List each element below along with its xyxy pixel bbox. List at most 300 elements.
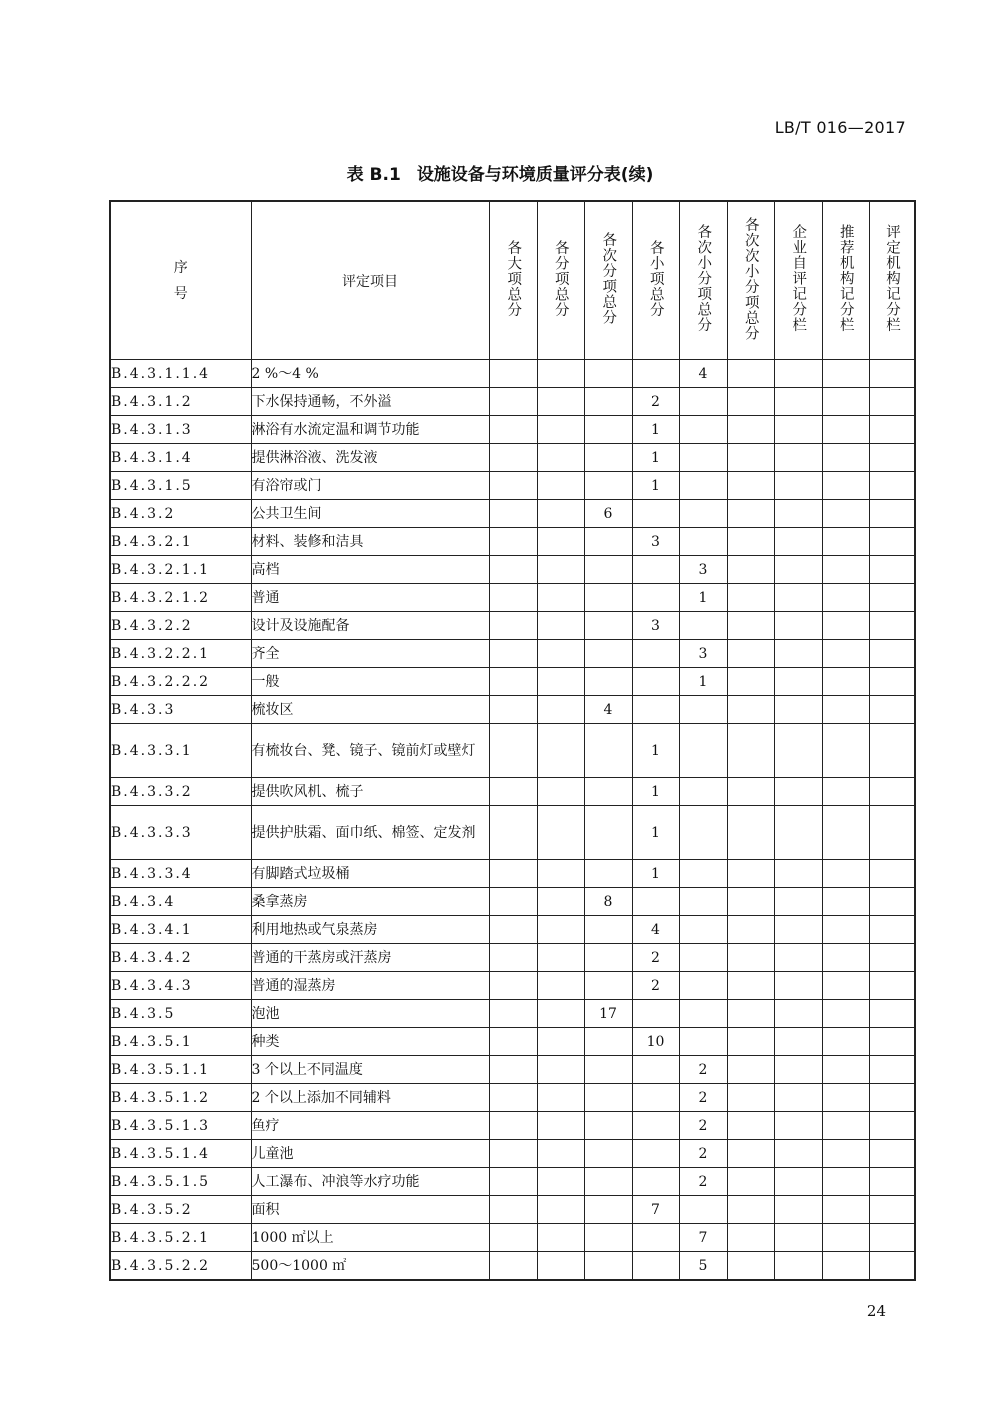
row-code: B.4.3.2 [110,500,251,528]
row-score-cell [774,696,822,724]
row-score-cell: 1 [632,416,679,444]
row-score-cell: 2 [679,1112,727,1140]
row-score-cell [774,416,822,444]
row-score-cell [727,556,774,584]
table-row [110,1140,915,1168]
row-score-cell: 1 [632,444,679,472]
row-score-cell [584,640,632,668]
row-score-cell [632,360,679,388]
row-score-cell [774,1112,822,1140]
row-score-cell: 1 [632,860,679,888]
row-score-cell [822,1028,869,1056]
row-item: 面积 [251,1196,489,1224]
row-score-cell [537,806,584,860]
header-seq-line-2: 号 [173,285,188,302]
header-major-total-label: 各大项总分 [505,239,522,318]
row-code: B.4.3.4 [110,888,251,916]
row-item: 利用地热或气泉蒸房 [251,916,489,944]
row-score-cell [774,640,822,668]
row-score-cell [727,528,774,556]
row-score-cell [822,584,869,612]
row-score-cell [679,724,727,778]
row-code: B.4.3.5.1.2 [110,1084,251,1112]
row-item: 500～1000 ㎡ [251,1252,489,1281]
header-seq [110,201,251,360]
row-score-cell [869,472,915,500]
row-score-cell [489,724,537,778]
row-item: 淋浴有水流定温和调节功能 [251,416,489,444]
row-code: B.4.3.4.2 [110,944,251,972]
table-row [110,1084,915,1112]
row-score-cell [679,806,727,860]
row-code: B.4.3.3.4 [110,860,251,888]
table-row [110,972,915,1000]
row-score-cell [869,1168,915,1196]
row-score-cell [584,1252,632,1281]
row-score-cell [727,916,774,944]
row-item: 有浴帘或门 [251,472,489,500]
row-score-cell [584,360,632,388]
row-item: 齐全 [251,640,489,668]
table-row [110,668,915,696]
row-score-cell [869,360,915,388]
row-score-cell [489,612,537,640]
row-score-cell [727,696,774,724]
row-score-cell: 2 [679,1140,727,1168]
row-item: 种类 [251,1028,489,1056]
row-score-cell [727,888,774,916]
header-minor-total [632,201,679,360]
row-score-cell [537,1196,584,1224]
row-score-cell [822,1224,869,1252]
row-score-cell [537,1112,584,1140]
row-score-cell [869,944,915,972]
row-score-cell [537,888,584,916]
row-score-cell [869,1252,915,1281]
row-score-cell: 8 [584,888,632,916]
row-score-cell [584,1056,632,1084]
header-sub-total-label: 各分项总分 [552,239,569,318]
row-score-cell [489,696,537,724]
header-seq-line-1: 序 [173,259,188,276]
row-item: 高档 [251,556,489,584]
row-score-cell [869,1000,915,1028]
row-score-cell [489,1168,537,1196]
scoring-table [109,200,916,1281]
table-row [110,944,915,972]
row-score-cell [822,1168,869,1196]
row-score-cell [774,1196,822,1224]
row-item: 普通 [251,584,489,612]
standard-code: LB/T 016—2017 [774,118,906,137]
row-score-cell [869,1112,915,1140]
row-score-cell [822,500,869,528]
row-score-cell [489,528,537,556]
table-title [0,160,1000,185]
table-row [110,388,915,416]
row-score-cell [727,1196,774,1224]
row-item: 鱼疗 [251,1112,489,1140]
row-score-cell [632,888,679,916]
row-score-cell [774,944,822,972]
table-row [110,472,915,500]
row-code: B.4.3.2.2.2 [110,668,251,696]
row-score-cell [822,696,869,724]
row-score-cell [822,528,869,556]
row-score-cell [679,500,727,528]
row-score-cell [584,612,632,640]
row-score-cell [679,416,727,444]
table-header [110,201,915,360]
table-row [110,528,915,556]
row-score-cell [584,916,632,944]
row-item: 提供吹风机、梳子 [251,778,489,806]
row-score-cell [537,360,584,388]
row-score-cell [869,916,915,944]
row-score-cell [869,1196,915,1224]
table-row [110,1224,915,1252]
row-score-cell [727,972,774,1000]
table-row [110,860,915,888]
row-item: 提供护肤霜、面巾纸、棉签、定发剂 [251,806,489,860]
row-code: B.4.3.3 [110,696,251,724]
row-score-cell [822,1056,869,1084]
row-score-cell [822,1252,869,1281]
row-score-cell [632,1056,679,1084]
header-self-assessment [774,201,822,360]
row-code: B.4.3.2.1.2 [110,584,251,612]
row-score-cell [632,1000,679,1028]
row-score-cell [537,612,584,640]
table-title-text: 设施设备与环境质量评分表(续) [416,165,654,185]
row-score-cell [489,1112,537,1140]
row-score-cell [679,972,727,1000]
row-code: B.4.3.5.2 [110,1196,251,1224]
row-score-cell: 3 [632,612,679,640]
row-score-cell [869,444,915,472]
row-score-cell [537,1056,584,1084]
row-score-cell [822,944,869,972]
header-rating-agency [869,201,915,360]
row-score-cell [727,1252,774,1281]
row-score-cell: 2 [679,1084,727,1112]
row-score-cell [822,778,869,806]
table-row [110,612,915,640]
header-major-total [489,201,537,360]
row-code: B.4.3.2.2 [110,612,251,640]
row-score-cell [537,1000,584,1028]
row-score-cell [537,388,584,416]
row-score-cell [727,472,774,500]
row-score-cell [489,1000,537,1028]
row-score-cell [584,668,632,696]
row-code: B.4.3.1.5 [110,472,251,500]
table-row [110,724,915,778]
row-score-cell [774,778,822,806]
row-item: 公共卫生间 [251,500,489,528]
row-score-cell [774,360,822,388]
row-score-cell [584,778,632,806]
row-score-cell [822,444,869,472]
row-score-cell [822,1196,869,1224]
row-score-cell [727,668,774,696]
row-score-cell [822,724,869,778]
row-score-cell [727,1140,774,1168]
row-score-cell [489,360,537,388]
row-score-cell [489,444,537,472]
row-score-cell [679,1196,727,1224]
row-score-cell [537,972,584,1000]
row-score-cell [774,668,822,696]
row-score-cell [679,528,727,556]
row-code: B.4.3.5.2.2 [110,1252,251,1281]
row-score-cell [537,1084,584,1112]
row-score-cell [537,1168,584,1196]
row-score-cell [679,944,727,972]
row-score-cell [679,696,727,724]
row-score-cell [584,584,632,612]
header-self-assessment-label: 企业自评记分栏 [790,224,807,333]
row-score-cell [727,444,774,472]
row-score-cell [822,860,869,888]
row-score-cell [537,944,584,972]
row-code: B.4.3.2.1.1 [110,556,251,584]
table-row [110,360,915,388]
row-score-cell: 2 [632,388,679,416]
row-score-cell [537,640,584,668]
row-score-cell [822,416,869,444]
row-score-cell [679,888,727,916]
row-score-cell [584,444,632,472]
row-score-cell [489,556,537,584]
row-score-cell [869,1084,915,1112]
row-score-cell [774,1028,822,1056]
row-item: 有脚踏式垃圾桶 [251,860,489,888]
row-score-cell [537,1252,584,1281]
row-score-cell [869,1056,915,1084]
row-score-cell [537,444,584,472]
row-code: B.4.3.1.3 [110,416,251,444]
row-score-cell [774,1224,822,1252]
row-score-cell [822,1084,869,1112]
row-score-cell [537,778,584,806]
row-score-cell [727,584,774,612]
row-score-cell [727,360,774,388]
row-score-cell [584,972,632,1000]
row-score-cell [822,388,869,416]
table-row [110,584,915,612]
row-score-cell [774,444,822,472]
row-score-cell [489,1028,537,1056]
row-score-cell [869,860,915,888]
row-score-cell [632,1112,679,1140]
row-score-cell [869,388,915,416]
row-score-cell [489,640,537,668]
row-item: 一般 [251,668,489,696]
row-score-cell [774,972,822,1000]
row-score-cell: 4 [584,696,632,724]
row-score-cell [489,778,537,806]
row-score-cell [727,388,774,416]
table-row [110,640,915,668]
row-score-cell [584,1084,632,1112]
row-item: 普通的干蒸房或汗蒸房 [251,944,489,972]
row-score-cell [489,1252,537,1281]
table-row [110,500,915,528]
row-score-cell [727,860,774,888]
row-item: 1000 ㎡以上 [251,1224,489,1252]
row-score-cell [584,556,632,584]
row-score-cell [584,1140,632,1168]
row-score-cell [632,584,679,612]
row-item: 人工瀑布、冲浪等水疗功能 [251,1168,489,1196]
table-row [110,1028,915,1056]
page-number: 24 [866,1302,886,1320]
row-item: 梳妆区 [251,696,489,724]
row-score-cell [584,528,632,556]
row-score-cell: 7 [679,1224,727,1252]
row-code: B.4.3.2.1 [110,528,251,556]
header-recommending-agency-label: 推荐机构记分栏 [837,224,854,333]
row-score-cell [489,500,537,528]
row-score-cell [727,724,774,778]
row-code: B.4.3.5.2.1 [110,1224,251,1252]
header-tertiary-minor-total [727,201,774,360]
row-score-cell [869,584,915,612]
header-sub-total [537,201,584,360]
row-score-cell [869,1224,915,1252]
row-score-cell [774,612,822,640]
row-score-cell [869,778,915,806]
row-score-cell [537,556,584,584]
table-body [110,360,915,1281]
row-score-cell [489,806,537,860]
header-secondary-minor-total [679,201,727,360]
row-score-cell [869,696,915,724]
row-score-cell: 3 [632,528,679,556]
row-score-cell: 1 [632,806,679,860]
row-score-cell [679,612,727,640]
row-score-cell: 3 [679,640,727,668]
row-score-cell [869,416,915,444]
row-score-cell [537,724,584,778]
header-secondary-sub-total [584,201,632,360]
row-score-cell [869,806,915,860]
row-score-cell [869,1028,915,1056]
row-score-cell [774,528,822,556]
row-score-cell [774,860,822,888]
row-item: 2 %～4 % [251,360,489,388]
row-score-cell: 10 [632,1028,679,1056]
table-row [110,1056,915,1084]
row-score-cell [727,1028,774,1056]
row-score-cell [822,668,869,696]
row-score-cell [537,416,584,444]
row-score-cell [822,612,869,640]
header-tertiary-minor-total-label: 各次次小分项总分 [742,216,759,341]
row-score-cell: 2 [632,972,679,1000]
row-score-cell [584,1028,632,1056]
table-row [110,556,915,584]
row-score-cell [489,1224,537,1252]
row-score-cell [489,1084,537,1112]
row-code: B.4.3.1.2 [110,388,251,416]
header-secondary-minor-total-label: 各次小分项总分 [695,224,712,333]
row-score-cell [679,916,727,944]
row-score-cell [537,1140,584,1168]
row-score-cell [774,1168,822,1196]
row-item: 设计及设施配备 [251,612,489,640]
row-score-cell [489,668,537,696]
row-score-cell [822,916,869,944]
row-score-cell [537,860,584,888]
row-score-cell: 1 [679,668,727,696]
row-code: B.4.3.5.1.5 [110,1168,251,1196]
row-score-cell [489,888,537,916]
row-code: B.4.3.4.1 [110,916,251,944]
row-score-cell: 5 [679,1252,727,1281]
row-score-cell [632,640,679,668]
row-score-cell [584,388,632,416]
row-score-cell [537,668,584,696]
table-row [110,416,915,444]
table-row [110,806,915,860]
row-score-cell [727,1112,774,1140]
row-score-cell: 1 [632,724,679,778]
row-score-cell [727,1000,774,1028]
row-score-cell: 2 [679,1056,727,1084]
row-score-cell [489,584,537,612]
row-score-cell [727,806,774,860]
row-score-cell: 7 [632,1196,679,1224]
row-score-cell [632,1224,679,1252]
row-score-cell [727,612,774,640]
row-score-cell [727,1224,774,1252]
row-score-cell [822,1140,869,1168]
row-score-cell [632,500,679,528]
row-score-cell [584,1168,632,1196]
row-score-cell [632,556,679,584]
row-score-cell [489,388,537,416]
row-code: B.4.3.3.2 [110,778,251,806]
table-row [110,696,915,724]
row-score-cell [774,916,822,944]
row-score-cell [679,444,727,472]
row-item: 2 个以上添加不同辅料 [251,1084,489,1112]
row-score-cell [869,1140,915,1168]
row-score-cell [489,472,537,500]
row-code: B.4.3.5.1.1 [110,1056,251,1084]
row-score-cell [869,556,915,584]
row-score-cell [727,1056,774,1084]
row-code: B.4.3.5 [110,1000,251,1028]
row-item: 桑拿蒸房 [251,888,489,916]
row-score-cell [727,1084,774,1112]
row-score-cell [774,888,822,916]
row-score-cell [584,1112,632,1140]
header-rating-agency-label: 评定机构记分栏 [884,224,900,333]
row-item: 下水保持通畅，不外溢 [251,388,489,416]
row-score-cell [727,640,774,668]
row-score-cell [822,556,869,584]
row-score-cell [679,1028,727,1056]
row-score-cell [774,724,822,778]
row-score-cell [584,416,632,444]
row-item: 有梳妆台、凳、镜子、镜前灯或壁灯 [251,724,489,778]
row-score-cell [822,640,869,668]
row-score-cell [869,668,915,696]
row-item: 材料、装修和洁具 [251,528,489,556]
